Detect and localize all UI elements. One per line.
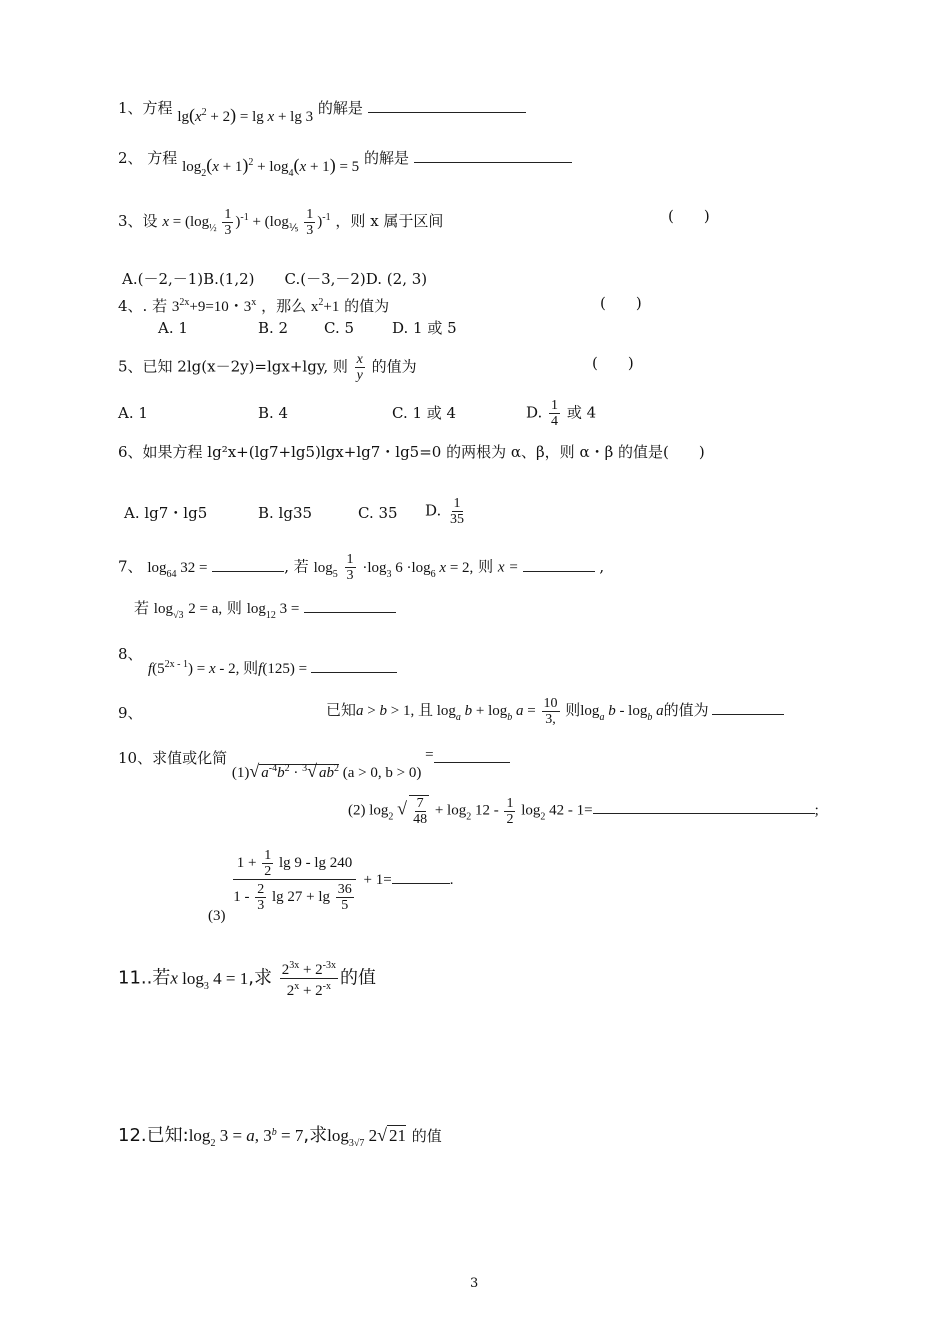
q4-equation: $3^{2x}+9=10$・3$^x$ [171, 297, 257, 315]
q3-paren: ( ) [668, 207, 710, 225]
question-12: 12.已知$:\log_2$ 3 = a, $3^b = 7$,求$\log_{3√7} 2√$ 21 的值 [118, 1125, 442, 1149]
question-9-lead: 9、 [118, 704, 143, 722]
q7-blank-2[interactable] [523, 557, 595, 572]
q10-part2: (2) $\log_2$ √ $\frac{7}{48}$ + $\log_2 12$ - $\frac{1}{2}$ $\log_2 42 - 1=$ ; [348, 795, 819, 827]
q4-option-d: D. 1 或 5 [392, 319, 457, 337]
q4-option-a: A. 1 [158, 319, 188, 337]
q6-option-d-fraction: $\frac{1}{35}$ [450, 496, 465, 527]
q4-mid: ，那么 [261, 297, 307, 315]
question-8-lead: 8、 [118, 645, 143, 663]
q3-options: A.(－2,－1)B.(1,2) C.(－3,－2)D. (2, 3) [122, 270, 428, 288]
q7-blank-1[interactable] [212, 557, 284, 572]
question-7: 7、 $\log_{64} 32$ = , 若 $\log_5$ $\frac{1}{3}$ $\cdot\log_3$ $6 \cdot\log_6$ x = 2, 则 x = , [118, 552, 605, 583]
q5-option-d-fraction: $\frac{1}{4}$ [551, 398, 559, 429]
question-11: 11..若x $\log_3 4 = 1$,求 $\frac{2^{3x} + 2^{-3x}}{2^x + 2^{-x}}$ 的值 [118, 960, 377, 999]
q10-blank-1[interactable] [434, 748, 510, 763]
q2-equation: $\log_2(x + 1)^2 + \log_4(x + 1) = 5$ [182, 155, 360, 179]
q4-expr: $x^2+1$ [310, 297, 340, 315]
q3-tail: ，则 x 属于区间 [335, 211, 444, 230]
q4-tail: 的值为 [344, 297, 390, 315]
q5-option-d: D. $\frac{1}{4}$ 或 4 [526, 398, 597, 429]
q1-lead: 1、方程 [118, 99, 173, 117]
q10-blank-3[interactable] [392, 869, 450, 884]
q3-lead: 3、设 [118, 211, 158, 230]
question-1 [118, 98, 526, 126]
q1-answer-blank[interactable] [368, 98, 526, 113]
q10-blank-2[interactable] [593, 799, 815, 814]
question-2 [118, 148, 572, 183]
q10-part3: (3) 1 + $\frac{1}{2}$ lg 9 - lg 240 1 - $\frac{2}{3}$ lg 27 + lg $\frac{36}{5}$ + 1= . [208, 848, 454, 924]
q5-paren: ( ) [592, 354, 634, 372]
q6-option-c: C. 35 [358, 504, 398, 522]
q10-part1: (1)√ $a^{-4}b^2 \cdot ^3√$ $ab^2$ (a > 0, b > 0) [231, 761, 422, 781]
q5-option-a: A. 1 [118, 404, 148, 422]
question-10: 10、求值或化简 (1)√ $a^{-4}b^2 \cdot ^3√$ $ab^2$ (a > 0, b > 0) = [118, 746, 510, 782]
question-4 [118, 294, 389, 316]
question-8: $f(5^{2x - 1}) = x - 2$, 则f(125) = [148, 656, 397, 678]
q4-lead: 4、. 若 [118, 297, 168, 315]
q5-fraction: $\frac{x}{y}$ [356, 352, 363, 383]
q5-option-c: C. 1 或 4 [392, 404, 457, 422]
q1-tail: 的解是 [317, 99, 363, 117]
q2-tail: 的解是 [363, 149, 409, 167]
q7-blank-3[interactable] [304, 598, 396, 613]
q2-lead: 2、 方程 [118, 149, 178, 167]
q5-tail: 的值为 [371, 357, 417, 376]
q5-lead: 5、已知 2lg(x－2y)=lgx+lgy, 则 [118, 357, 348, 376]
q4-paren: ( ) [600, 294, 642, 312]
q10-lead: 10、求值或化简 [118, 749, 228, 767]
question-3 [118, 207, 443, 238]
q4-option-b: B. 2 [258, 319, 289, 337]
q7-lead: 7、 [118, 557, 143, 576]
question-5 [118, 352, 417, 383]
q2-answer-blank[interactable] [414, 148, 572, 163]
q6-option-a: A. lg7・lg5 [124, 504, 208, 522]
question-7-row2: 若 $\log_{√3} 2 = a$, 则 $\log_{12} 3$ = [134, 598, 396, 625]
q1-equation: $\lg(x^2 + 2) = \lg x + \lg 3$ [177, 105, 314, 125]
q8-blank[interactable] [311, 658, 397, 673]
q5-option-b: B. 4 [258, 404, 289, 422]
q6-option-d: D. $\frac{1}{35}$ [425, 496, 465, 527]
q4-option-c: C. 5 [324, 319, 355, 337]
q9-blank[interactable] [712, 700, 784, 715]
page-number: 3 [470, 1276, 479, 1291]
question-6: 6、如果方程 lg²x+(lg7+lg5)lgx+lg7・lg5=0 的两根为 α、β，则 α・β 的值是( ) [118, 443, 705, 461]
q3-equation: $x = (\log_{\frac{1}{2}}$ $\frac{1}{3}$ )$^{-1} + (\log_{\frac{1}{5}}$ $\frac{1}{3}$ )$^{-1}$ [162, 207, 331, 238]
q6-option-b: B. lg35 [258, 504, 313, 522]
question-9: 已知a > b > 1, 且 $\log_a b + \log_b a$ = $\frac{10}{3,}$ 则$\log_a b - \log_b a$的值为 [326, 696, 784, 727]
